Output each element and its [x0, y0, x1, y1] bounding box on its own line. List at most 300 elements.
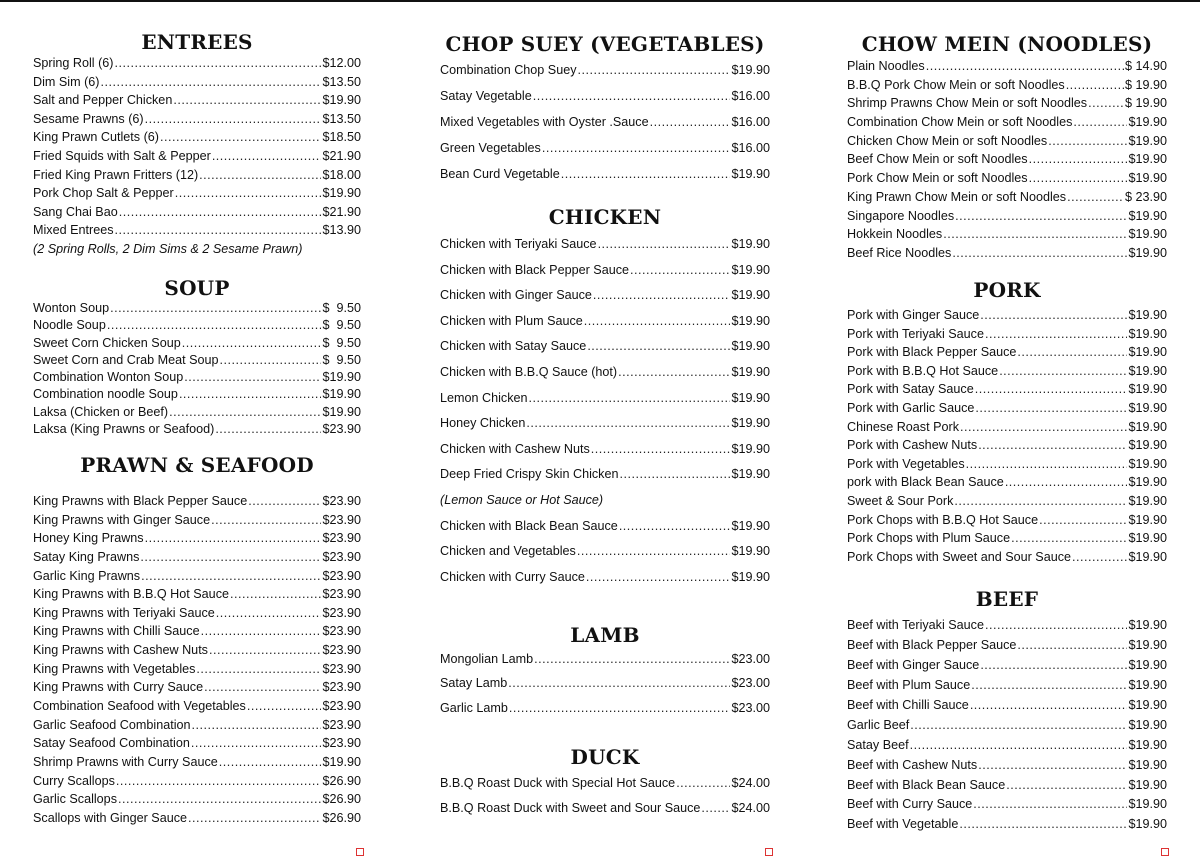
- menu-item-price: $19.90: [731, 518, 770, 533]
- menu-item-price: $19.90: [731, 237, 770, 251]
- menu-item-name: Pork Chops with B.B.Q Hot Sauce: [847, 512, 1039, 527]
- menu-item-name: Chicken with Satay Sauce: [440, 339, 587, 354]
- menu-item-name: Pork with Cashew Nuts: [847, 438, 978, 453]
- dot-leader: [561, 167, 731, 181]
- menu-item-name: Honey King Prawns: [33, 531, 144, 546]
- menu-item-price: $19.90: [322, 387, 361, 402]
- menu-item-name: Honey Chicken: [440, 416, 526, 431]
- menu-item-price: $19.90: [731, 390, 770, 405]
- menu-item-name: B.B.Q Roast Duck with Sweet and Sour Sauce: [440, 801, 701, 815]
- dot-leader: [119, 205, 322, 219]
- menu-item: [847, 246, 1167, 265]
- menu-item: [847, 59, 1167, 78]
- menu-item: [847, 817, 1167, 837]
- dot-leader: [619, 467, 730, 481]
- menu-item-price: $19.90: [1128, 797, 1167, 812]
- menu-note: (Lemon Sauce or Hot Sauce): [440, 492, 604, 507]
- menu-item-price: $19.90: [1128, 618, 1167, 632]
- menu-item-price: $23.00: [731, 676, 770, 691]
- menu-item-name: King Prawns with Black Pepper Sauce: [33, 494, 248, 508]
- menu-item-price: $19.90: [1128, 345, 1167, 360]
- menu-item: [33, 513, 361, 532]
- dot-leader: [1067, 190, 1124, 204]
- dot-leader: [960, 420, 1127, 434]
- menu-item-name: Green Vegetables: [440, 141, 541, 156]
- dot-leader: [980, 308, 1127, 322]
- menu-item-price: $ 9.50: [322, 301, 361, 315]
- menu-item-price: $19.90: [731, 416, 770, 431]
- menu-item-price: $19.90: [731, 364, 770, 379]
- menu-item-name: Wonton Soup: [33, 301, 110, 315]
- menu-item-price: $26.90: [322, 792, 361, 807]
- dot-leader: [1039, 513, 1127, 527]
- section-title: CHOP SUEY (VEGETABLES): [445, 32, 765, 56]
- menu-item: [847, 382, 1167, 401]
- menu-item-price: $19.90: [1128, 677, 1167, 692]
- dot-leader: [230, 587, 321, 601]
- menu-item: [33, 718, 361, 737]
- menu-item-price: $23.90: [322, 422, 361, 437]
- dot-leader: [577, 544, 731, 558]
- menu-item: [847, 638, 1167, 658]
- menu-item: [440, 652, 770, 676]
- dot-leader: [173, 93, 321, 107]
- dot-leader: [975, 401, 1127, 415]
- menu-item-price: $19.90: [1128, 152, 1167, 167]
- menu-item: [847, 531, 1167, 550]
- menu-item-name: B.B.Q Pork Chow Mein or soft Noodles: [847, 77, 1065, 92]
- menu-item-name: Satay Seafood Combination: [33, 736, 190, 751]
- menu-item-price: $13.90: [322, 223, 361, 238]
- menu-item-price: $19.90: [1128, 512, 1167, 527]
- menu-item: [847, 658, 1167, 678]
- menu-item-price: $26.90: [322, 810, 361, 825]
- menu-item-name: Sesame Prawns (6): [33, 111, 144, 126]
- menu-item-price: $ 9.50: [322, 318, 361, 333]
- menu-item: [440, 314, 770, 340]
- menu-item-name: Singapore Noodles: [847, 208, 955, 223]
- page-marker-icon: [1161, 848, 1169, 856]
- section-title: PRAWN & SEAFOOD: [80, 453, 314, 477]
- dot-leader: [630, 263, 730, 277]
- dot-leader: [529, 391, 731, 405]
- menu-item: [847, 209, 1167, 228]
- menu-item-price: $19.90: [1128, 531, 1167, 546]
- dot-leader: [220, 353, 322, 367]
- dot-leader: [1017, 345, 1127, 359]
- dot-leader: [1017, 638, 1127, 652]
- dot-leader: [160, 130, 321, 144]
- menu-item-name: Garlic Lamb: [440, 700, 508, 715]
- menu-item-price: $19.90: [1128, 308, 1167, 322]
- dot-leader: [215, 422, 321, 436]
- dot-leader: [526, 416, 730, 430]
- menu-item-price: $16.00: [731, 89, 770, 104]
- menu-item: [440, 416, 770, 442]
- dot-leader: [578, 63, 731, 77]
- menu-section: [847, 32, 1167, 260]
- menu-item-price: $19.90: [731, 441, 770, 456]
- dot-leader: [100, 75, 321, 89]
- menu-item: [847, 152, 1167, 171]
- menu-item-price: $13.50: [322, 111, 361, 126]
- menu-section: [440, 623, 770, 715]
- dot-leader: [118, 792, 321, 806]
- menu-section: [33, 30, 361, 256]
- menu-item-price: $12.00: [322, 56, 361, 70]
- menu-item-name: Hokkein Noodles: [847, 227, 943, 242]
- menu-item: [33, 370, 361, 387]
- dot-leader: [115, 223, 322, 237]
- menu-item-price: $23.90: [322, 494, 361, 508]
- dot-leader: [115, 56, 322, 70]
- menu-item: [847, 345, 1167, 364]
- dot-leader: [145, 531, 322, 545]
- menu-item: [440, 701, 770, 725]
- dot-leader: [140, 550, 321, 564]
- menu-item: [33, 811, 361, 830]
- menu-item-price: $24.00: [731, 776, 770, 790]
- menu-item-price: $16.00: [731, 115, 770, 130]
- menu-section: [33, 453, 361, 825]
- menu-item-name: B.B.Q Roast Duck with Special Hot Sauce: [440, 776, 676, 790]
- menu-item-name: Laksa (King Prawns or Seafood): [33, 422, 215, 437]
- menu-item: [440, 801, 770, 826]
- dot-leader: [201, 624, 322, 638]
- menu-item-name: King Prawns with Teriyaki Sauce: [33, 605, 215, 620]
- menu-item-price: $19.90: [1128, 737, 1167, 752]
- menu-item-name: Pork with Black Pepper Sauce: [847, 345, 1017, 360]
- section-title: ENTREES: [141, 30, 253, 54]
- menu-item-name: Laksa (Chicken or Beef): [33, 404, 169, 419]
- menu-item: [847, 438, 1167, 457]
- menu-item: [33, 606, 361, 625]
- menu-item-price: $19.90: [1128, 419, 1167, 434]
- menu-item-name: Sang Chai Bao: [33, 204, 118, 219]
- menu-item: [847, 96, 1167, 115]
- menu-item-price: $19.90: [731, 288, 770, 303]
- menu-item-list: [847, 59, 1167, 265]
- menu-item-name: Pork with B.B.Q Hot Sauce: [847, 363, 999, 378]
- menu-item: [33, 494, 361, 513]
- menu-item-price: $19.90: [731, 167, 770, 182]
- menu-item: [33, 587, 361, 606]
- menu-item-name: Combination noodle Soup: [33, 387, 178, 402]
- dot-leader: [192, 718, 322, 732]
- menu-note: (2 Spring Rolls, 2 Dim Sims & 2 Sesame Prawn): [33, 241, 303, 256]
- menu-section: [33, 276, 361, 437]
- dot-leader: [509, 701, 731, 715]
- menu-item-name: Chicken with B.B.Q Sauce (hot): [440, 364, 618, 379]
- menu-item: [33, 792, 361, 811]
- dot-leader: [212, 149, 322, 163]
- menu-item-price: $ 9.50: [322, 352, 361, 367]
- dot-leader: [1011, 531, 1127, 545]
- dot-leader: [1066, 78, 1124, 92]
- dot-leader: [211, 513, 321, 527]
- dot-leader: [650, 115, 731, 129]
- dot-leader: [107, 318, 322, 332]
- menu-item-price: $19.90: [1128, 717, 1167, 732]
- menu-item-name: Chicken with Curry Sauce: [440, 569, 585, 584]
- dot-leader: [943, 227, 1127, 241]
- menu-item-price: $19.90: [1128, 438, 1167, 453]
- dot-leader: [587, 339, 730, 353]
- menu-item-name: Satay King Prawns: [33, 549, 140, 564]
- menu-item: [847, 698, 1167, 718]
- dot-leader: [701, 801, 730, 815]
- dot-leader: [966, 457, 1128, 471]
- menu-item-price: $19.90: [1128, 400, 1167, 415]
- menu-item-price: $19.90: [1128, 475, 1167, 490]
- section-title: CHOW MEIN (NOODLES): [861, 32, 1153, 56]
- menu-item: [33, 736, 361, 755]
- menu-item: [847, 797, 1167, 817]
- menu-item-list: [440, 652, 770, 725]
- menu-item: [33, 353, 361, 370]
- dot-leader: [182, 336, 322, 350]
- menu-item-list: [440, 63, 770, 193]
- menu-item-name: Scallops with Ginger Sauce: [33, 810, 188, 825]
- menu-item: [847, 401, 1167, 420]
- menu-item: [847, 513, 1167, 532]
- menu-item: [847, 457, 1167, 476]
- dot-leader: [199, 168, 321, 182]
- menu-item-price: $19.90: [1128, 208, 1167, 223]
- menu-item-name: Mixed Entrees: [33, 223, 114, 238]
- menu-item-name: Satay Vegetable: [440, 89, 532, 104]
- menu-item-price: $19.90: [1128, 493, 1167, 508]
- menu-item-name: Beef with Vegetable: [847, 817, 959, 832]
- menu-item-name: King Prawns with Cashew Nuts: [33, 643, 208, 658]
- menu-section: [440, 205, 770, 584]
- menu-item-name: Chicken Chow Mein or soft Noodles: [847, 133, 1048, 148]
- menu-item-name: Garlic King Prawns: [33, 568, 141, 583]
- menu-item: [847, 678, 1167, 698]
- menu-item: [33, 422, 361, 439]
- menu-item: [33, 130, 361, 149]
- menu-item-name: Pork with Garlic Sauce: [847, 400, 975, 415]
- menu-item-name: Combination Chop Suey: [440, 63, 577, 77]
- menu-item-price: $ 19.90: [1124, 77, 1167, 92]
- menu-item-name: King Prawns with Ginger Sauce: [33, 512, 211, 527]
- menu-item-name: Plain Noodles: [847, 59, 925, 73]
- dot-leader: [593, 288, 731, 302]
- menu-item-name: pork with Black Bean Sauce: [847, 475, 1004, 490]
- menu-item: [440, 288, 770, 314]
- menu-item-name: Pork Chops with Plum Sauce: [847, 531, 1011, 546]
- menu-item-name: Lemon Chicken: [440, 390, 528, 405]
- menu-item-price: $18.00: [322, 167, 361, 182]
- menu-item-name: Pork Chops with Sweet and Sour Sauce: [847, 549, 1072, 564]
- menu-item: [33, 387, 361, 404]
- dot-leader: [533, 89, 731, 103]
- menu-item-name: Beef Rice Noodles: [847, 245, 952, 260]
- menu-item: [847, 618, 1167, 638]
- section-title: CHICKEN: [548, 205, 662, 229]
- menu-item-name: Beef with Chilli Sauce: [847, 697, 969, 712]
- menu-item-price: $23.90: [322, 680, 361, 695]
- menu-item-list: [847, 618, 1167, 837]
- menu-item: [847, 171, 1167, 190]
- menu-item-list: [847, 308, 1167, 568]
- menu-item: [847, 550, 1167, 569]
- dot-leader: [1048, 134, 1127, 148]
- dot-leader: [219, 755, 322, 769]
- menu-item-price: $ 14.90: [1124, 59, 1167, 73]
- menu-item-list: [33, 301, 361, 439]
- menu-item: [440, 263, 770, 289]
- menu-item-name: Mongolian Lamb: [440, 652, 534, 666]
- dot-leader: [534, 652, 730, 666]
- dot-leader: [676, 776, 730, 790]
- dot-leader: [1029, 152, 1128, 166]
- dot-leader: [955, 209, 1127, 223]
- menu-item: [33, 755, 361, 774]
- menu-item: [847, 327, 1167, 346]
- menu-item: [847, 364, 1167, 383]
- dot-leader: [959, 817, 1127, 831]
- dot-leader: [542, 141, 731, 155]
- dot-leader: [1006, 778, 1127, 792]
- menu-item: [33, 75, 361, 94]
- menu-item-price: $23.90: [322, 512, 361, 527]
- dot-leader: [973, 797, 1127, 811]
- menu-item: [847, 227, 1167, 246]
- section-title: DUCK: [570, 745, 640, 769]
- dot-leader: [985, 327, 1128, 341]
- page-marker-icon: [765, 848, 773, 856]
- menu-item-name: Sweet Corn and Crab Meat Soup: [33, 352, 219, 367]
- menu-item-name: King Prawns with Chilli Sauce: [33, 624, 200, 639]
- menu-item: [33, 168, 361, 187]
- menu-section: [440, 32, 770, 182]
- menu-item-price: $19.90: [1128, 549, 1167, 564]
- menu-item-price: $19.90: [1128, 637, 1167, 652]
- menu-section: [440, 745, 770, 815]
- dot-leader: [978, 438, 1127, 452]
- menu-section: [847, 278, 1167, 564]
- page-marker-icon: [356, 848, 364, 856]
- menu-item-price: $23.90: [322, 531, 361, 546]
- menu-item-name: Satay Lamb: [440, 676, 508, 691]
- menu-item-price: $19.90: [731, 467, 770, 482]
- menu-item: [847, 190, 1167, 209]
- menu-item-name: King Prawns with Vegetables: [33, 661, 196, 676]
- menu-item-name: Fried Squids with Salt & Pepper: [33, 148, 211, 163]
- menu-item-list: [440, 776, 770, 826]
- menu-item-name: Beef with Black Bean Sauce: [847, 777, 1006, 792]
- menu-item: [440, 544, 770, 570]
- menu-item: [33, 662, 361, 681]
- menu-item-price: $19.90: [1128, 697, 1167, 712]
- menu-item-price: $19.90: [322, 93, 361, 108]
- menu-item: [440, 339, 770, 365]
- menu-item-price: $16.00: [731, 141, 770, 156]
- menu-item: [33, 56, 361, 75]
- menu-item-price: $23.90: [322, 587, 361, 602]
- menu-item: [33, 680, 361, 699]
- menu-item-name: Pork Chop Salt & Pepper: [33, 186, 174, 201]
- menu-item-name: Sweet & Sour Pork: [847, 493, 954, 508]
- menu-item-price: $13.50: [322, 74, 361, 89]
- menu-item: [847, 494, 1167, 513]
- menu-item-price: $21.90: [322, 148, 361, 163]
- menu-item: [440, 676, 770, 700]
- menu-item-price: $19.90: [1128, 382, 1167, 397]
- menu-item-price: $19.90: [1128, 363, 1167, 378]
- menu-item: [847, 778, 1167, 798]
- menu-item: [847, 420, 1167, 439]
- menu-item-name: Spring Roll (6): [33, 56, 114, 70]
- menu-item-name: Garlic Scallops: [33, 792, 117, 807]
- dot-leader: [970, 698, 1128, 712]
- dot-leader: [179, 387, 322, 401]
- menu-item-name: Combination Chow Mein or soft Noodles: [847, 115, 1073, 130]
- menu-item-price: $19.90: [1128, 817, 1167, 832]
- menu-item: [33, 624, 361, 643]
- menu-item-name: Combination Seafood with Vegetables: [33, 699, 246, 714]
- dot-leader: [952, 246, 1127, 260]
- menu-item: [440, 89, 770, 115]
- dot-leader: [910, 738, 1128, 752]
- menu-item-price: $ 19.90: [1124, 96, 1167, 111]
- section-title: PORK: [973, 278, 1041, 302]
- menu-item-price: $23.90: [322, 736, 361, 751]
- menu-item-name: Satay Beef: [847, 737, 909, 752]
- menu-item-name: Beef with Ginger Sauce: [847, 657, 980, 672]
- menu-item-price: $19.90: [1128, 326, 1167, 341]
- menu-item-name: Chicken with Teriyaki Sauce: [440, 237, 597, 251]
- dot-leader: [1029, 171, 1128, 185]
- menu-item-price: $19.90: [1128, 245, 1167, 260]
- dot-leader: [175, 186, 322, 200]
- dot-leader: [584, 314, 731, 328]
- menu-item-name: Dim Sim (6): [33, 74, 100, 89]
- menu-item-list: [33, 56, 361, 261]
- menu-item-name: Chicken with Ginger Sauce: [440, 288, 592, 303]
- dot-leader: [141, 569, 321, 583]
- menu-item: [33, 699, 361, 718]
- dot-leader: [598, 237, 731, 251]
- menu-item-name: Garlic Seafood Combination: [33, 717, 191, 732]
- menu-item-price: $19.90: [731, 569, 770, 584]
- menu-item: [847, 115, 1167, 134]
- menu-item: [440, 391, 770, 417]
- menu-item: [33, 550, 361, 569]
- menu-item-name: Pork with Satay Sauce: [847, 382, 974, 397]
- menu-item-name: Deep Fried Crispy Skin Chicken: [440, 467, 619, 482]
- menu-item-name: Chicken with Cashew Nuts: [440, 441, 590, 456]
- dot-leader: [586, 570, 731, 584]
- dot-leader: [209, 643, 321, 657]
- menu-item-name: Combination Wonton Soup: [33, 370, 184, 385]
- menu-item-name: Curry Scallops: [33, 773, 115, 788]
- menu-item-name: Pork with Teriyaki Sauce: [847, 326, 984, 341]
- menu-item: [33, 318, 361, 335]
- menu-item: [33, 569, 361, 588]
- dot-leader: [116, 774, 322, 788]
- menu-item-name: Chicken and Vegetables: [440, 544, 576, 559]
- section-title: BEEF: [975, 587, 1039, 611]
- menu-item-name: King Prawns with Curry Sauce: [33, 680, 204, 695]
- menu-item: [440, 365, 770, 391]
- menu-item-price: $23.90: [322, 568, 361, 583]
- dot-leader: [169, 405, 321, 419]
- menu-item-price: $19.90: [731, 313, 770, 328]
- menu-item-price: $ 23.90: [1124, 189, 1167, 204]
- menu-item: [847, 308, 1167, 327]
